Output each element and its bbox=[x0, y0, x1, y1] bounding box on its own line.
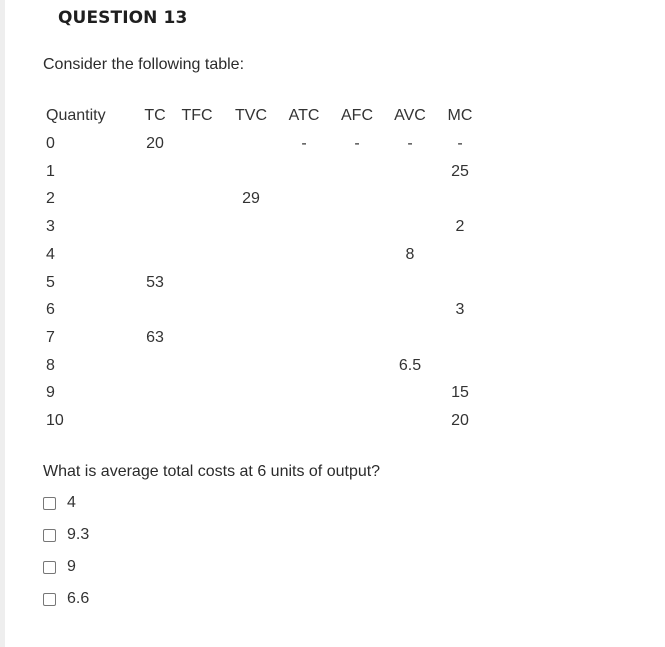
table-cell: 8 bbox=[46, 356, 55, 374]
table-cell: 6 bbox=[46, 301, 55, 319]
question-title: QUESTION 13 bbox=[58, 8, 188, 28]
answer-checkbox[interactable] bbox=[43, 561, 56, 574]
table-cell: 1 bbox=[46, 162, 55, 180]
column-header-afc: AFC bbox=[341, 107, 373, 124]
table-cell: 4 bbox=[46, 245, 55, 263]
table-cell: - bbox=[301, 135, 307, 152]
table-cell: 2 bbox=[455, 218, 465, 236]
table-cell: 6.5 bbox=[398, 356, 422, 374]
answer-option[interactable] bbox=[43, 526, 89, 544]
column-header-avc: AVC bbox=[394, 107, 426, 124]
column-header-tc: TC bbox=[144, 107, 166, 124]
table-cell: 63 bbox=[146, 328, 164, 346]
table-cell: 20 bbox=[451, 412, 469, 429]
table-cell: 5 bbox=[46, 273, 55, 291]
table-cell: 7 bbox=[46, 328, 55, 346]
table-cell: 9 bbox=[46, 384, 55, 402]
column-header-quantity: Quantity bbox=[46, 107, 106, 124]
answer-checkbox[interactable] bbox=[43, 593, 56, 606]
column-header-mc: MC bbox=[447, 107, 473, 124]
answer-option[interactable] bbox=[43, 494, 76, 512]
answer-option-label: 4 bbox=[67, 494, 76, 511]
table-cell: - bbox=[354, 135, 360, 152]
table-cell: - bbox=[457, 135, 463, 152]
answer-checkbox[interactable] bbox=[43, 497, 56, 510]
answer-option-label: 9 bbox=[67, 558, 76, 575]
question-intro: Consider the following table: bbox=[43, 56, 245, 73]
table-cell: 0 bbox=[46, 135, 55, 152]
answer-option[interactable] bbox=[43, 590, 89, 608]
answer-option[interactable] bbox=[43, 558, 76, 576]
answer-option-label: 9.3 bbox=[67, 526, 90, 543]
page-left-border bbox=[0, 0, 5, 647]
answer-checkbox[interactable] bbox=[43, 529, 56, 542]
column-header-tvc: TVC bbox=[235, 107, 267, 124]
column-header-atc: ATC bbox=[288, 107, 320, 124]
table-cell: 53 bbox=[146, 273, 164, 291]
table-cell: 3 bbox=[455, 301, 465, 319]
table-cell: 29 bbox=[242, 190, 260, 208]
table-cell: 15 bbox=[451, 384, 469, 402]
table-cell: - bbox=[407, 135, 413, 152]
table-cell: 2 bbox=[46, 190, 55, 208]
table-cell: 10 bbox=[46, 412, 64, 429]
table-cell: 8 bbox=[405, 245, 415, 263]
table-cell: 3 bbox=[46, 218, 55, 236]
table-cell: 20 bbox=[146, 135, 164, 152]
column-header-tfc: TFC bbox=[181, 107, 213, 124]
answer-option-label: 6.6 bbox=[67, 590, 90, 607]
table-cell: 25 bbox=[451, 162, 469, 180]
question-text: What is average total costs at 6 units of output? bbox=[43, 463, 381, 480]
